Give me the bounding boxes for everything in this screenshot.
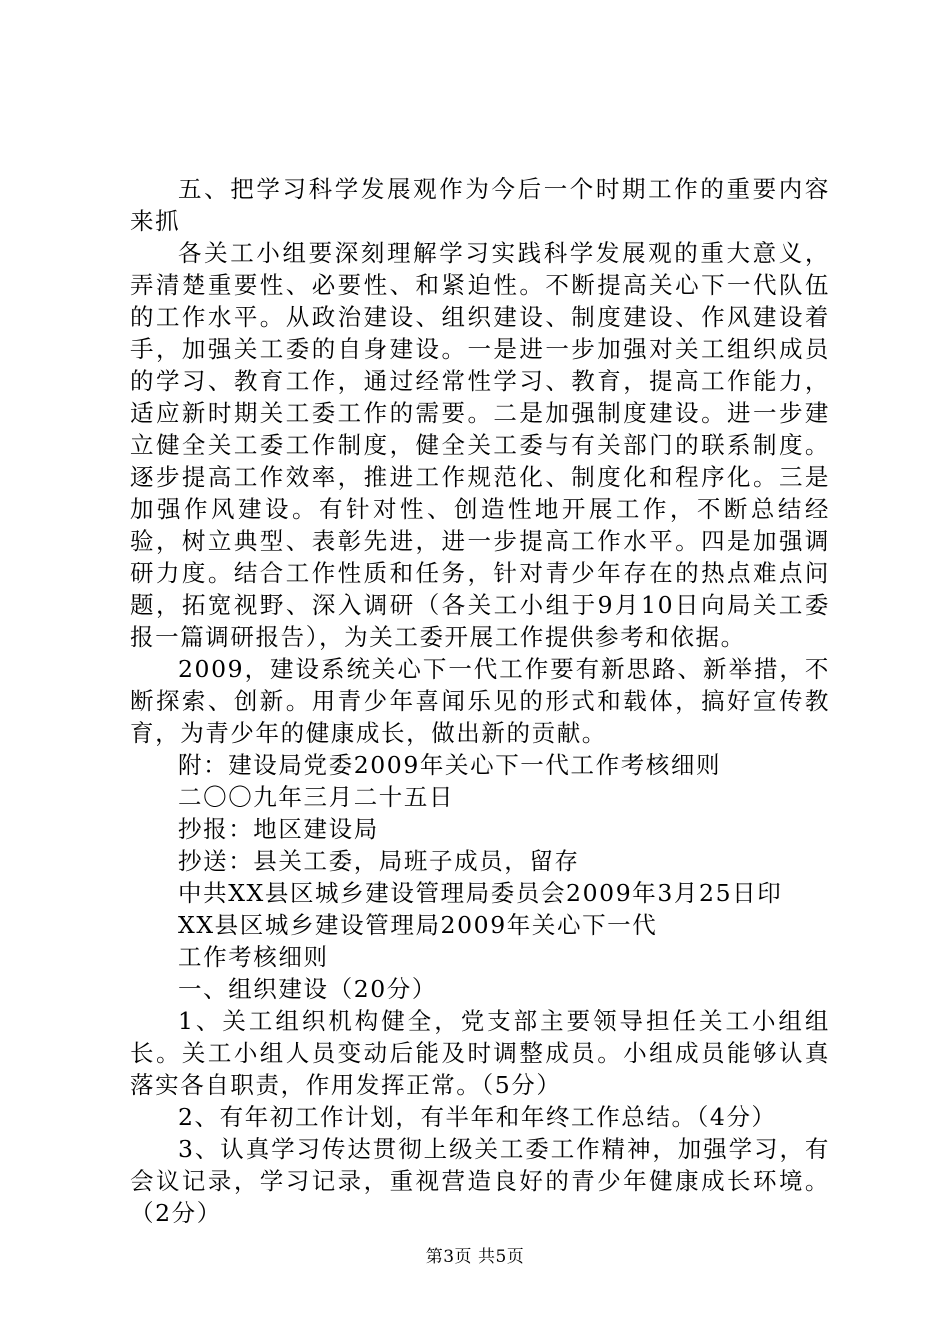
report-to-line: 抄报：地区建设局 <box>178 815 379 843</box>
paragraph-3: 2009，建设系统关心下一代工作要有新思路、新举措，不断探索、创新。用青少年喜闻乐见的形式和载体，搞好宣传教育，为青少年的健康成长，做出新的贡献。 <box>130 655 830 747</box>
rule-item-2: 2、有年初工作计划，有半年和年终工作总结。（4分） <box>178 1103 777 1131</box>
attachment-line: 附：建设局党委2009年关心下一代工作考核细则 <box>178 751 722 779</box>
issuer-line: 中共XX县区城乡建设管理局委员会2009年3月25日印 <box>178 879 783 907</box>
document-body <box>130 173 830 1229</box>
date-line: 二〇〇九年三月二十五日 <box>178 783 455 811</box>
rule-item-1: 1、关工组织机构健全，党支部主要领导担任关工小组组长。关工小组人员变动后能及时调整成员。小组成员能够认真落实各自职责，作用发挥正常。（5分） <box>130 1007 830 1099</box>
rules-title-line-1: XX县区城乡建设管理局2009年关心下一代 <box>178 911 658 939</box>
rule-item-3: 3、认真学习传达贯彻上级关工委工作精神，加强学习，有会议记录，学习记录，重视营造良好的青少年健康成长环境。（2分） <box>130 1135 830 1227</box>
paragraph-1: 五、把学习科学发展观作为今后一个时期工作的重要内容来抓 <box>130 175 830 235</box>
page-number: 第3页 共5页 <box>425 1247 525 1267</box>
rules-title-line-2: 工作考核细则 <box>178 943 329 971</box>
copy-to-line: 抄送：县关工委，局班子成员，留存 <box>178 847 580 875</box>
paragraph-2: 各关工小组要深刻理解学习实践科学发展观的重大意义，弄清楚重要性、必要性、和紧迫性。不断提高关心下一代队伍的工作水平。从政治建设、组织建设、制度建设、作风建设着手，加强关工委的自身建设。一是进一步加强对关工组织成员的学习、教育工作，通过经常性学习、教育，提高工作能力，适应新时期关工委工作的需要。二是加强制度建设。进一步建立健全关工委工作制度，健全关工委与有关部门的联系制度。逐步提高工作效率，推进工作规范化、制度化和程序化。三是加强作风建设。有针对性、创造性地开展工作，不断总结经验，树立典型、表彰先进，进一步提高工作水平。四是加强调研力度。结合工作性质和任务，针对青少年存在的热点难点问题，拓宽视野、深入调研（各关工小组于9月10日向局关工委报一篇调研报告），为关工委开展工作提供参考和依据。 <box>130 239 830 651</box>
section-heading: 一、组织建设（20分） <box>178 975 438 1003</box>
